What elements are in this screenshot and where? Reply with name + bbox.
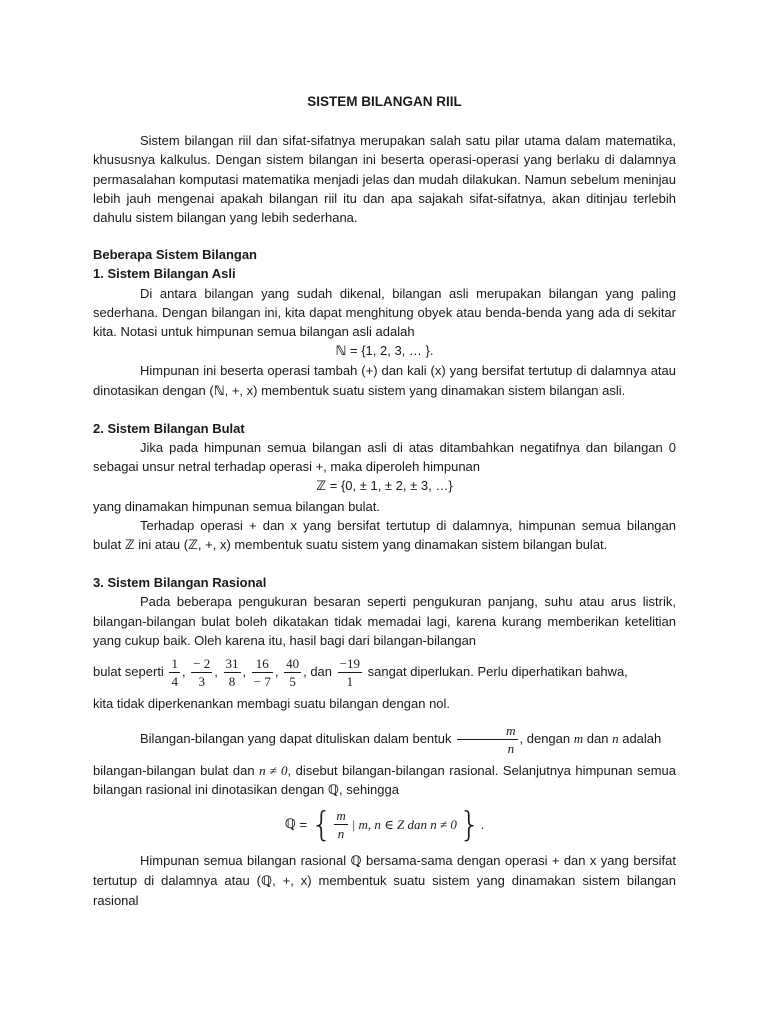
section-heading: Beberapa Sistem Bilangan (93, 247, 257, 263)
section-2-paragraph-1: Jika pada himpunan semua bilangan asli di atas ditambahkan negatifnya dan bilangan 0 sebagai unsur netral terhadap operasi +, maka diperoleh himpunan (93, 440, 676, 475)
fraction-example-last (338, 655, 362, 690)
formula-condition: | m, n ∈ Z dan n ≠ 0 (351, 817, 457, 833)
intro-paragraph: Sistem bilangan riil dan sifat-sifatnya merupakan salah satu pilar utama dalam matematika, khususnya kalkulus. Dengan sistem bilangan ini beserta operasi-operasi yang berlaku di dalamnya permasalahan komputasi matematika menjadi jelas dan mudah dilakukan. Namun sebelum meninjau lebih jauh mengenai apakah bilangan riil itu dan apa sajakah sifat-sifatnya, akan ditinjau terlebih dahulu sistem bilangan yang lebih sederhana. (93, 133, 676, 226)
section-3-paragraph-1: Pada beberapa pengukuran besaran seperti pengukuran panjang, suhu atau arus listrik, bilangan-bilangan bulat boleh dikatakan tidak memadai lagi, karena kurang memberikan ketelitian yang cukup baik. Oleh karena itu, hasil bagi dari bilangan-bilangan (93, 594, 676, 648)
m-over-n-fraction (457, 722, 517, 757)
rational-set-formula (93, 805, 676, 845)
natural-set-formula (93, 341, 676, 361)
rational-set-symbol: ℚ (284, 817, 296, 833)
section-2-p2-text-c: , +, x) membentuk suatu sistem yang dinamakan sistem bilangan bulat. (197, 537, 608, 553)
section-2-heading: 2. Sistem Bilangan Bulat (93, 420, 245, 436)
fraction-example (169, 655, 180, 690)
fraction-denominator: 1 (346, 674, 354, 690)
integer-set-formula (93, 476, 676, 496)
section-3-p2-text-d: , disebut bilangan-bilangan rasional. Selanjutnya himpunan semua bilangan rasional ini dinotasikan dengan (93, 763, 676, 798)
section-3-p3-text-b: bersama-sama dengan operasi + dan x yang bersifat tertutup di dalamnya atau ( (93, 852, 676, 888)
n-not-zero: n ≠ 0 (259, 763, 288, 779)
fraction-example (252, 655, 273, 690)
rational-symbol-inline: ℚ (327, 783, 339, 799)
section-2-paragraph-2 (93, 516, 676, 555)
section-3-paragraph-1-end: kita tidak diperkenankan membagi suatu bilangan dengan nol. (93, 696, 451, 712)
fraction-denominator: 4 (171, 674, 178, 690)
document-title: SISTEM BILANGAN RIIL (307, 94, 462, 109)
fraction-denominator: n (337, 826, 345, 842)
section-1-p2-text-b: , +, x) membentuk suatu sistem yang dinamakan sistem bilangan asli. (224, 382, 626, 398)
section-3-p3-text-c: , +, x) membentuk suatu sistem yang dinamakan sistem bilangan rasional (93, 872, 677, 909)
section-3-p3-text-a: Himpunan semua bilangan rasional (140, 852, 351, 868)
fraction-numerator: m (457, 722, 517, 740)
fraction-denominator: 5 (289, 674, 296, 690)
variable-m: m (573, 731, 584, 747)
section-3-paragraph-2-rest (93, 761, 676, 800)
section-3-p2-text-c: bilangan-bilangan bulat dan (93, 763, 255, 779)
formula-m-over-n (334, 807, 347, 842)
right-brace: } (458, 804, 481, 845)
section-3-p2-text-a: Bilangan-bilangan yang dapat dituliskan dalam bentuk (140, 731, 452, 747)
fraction-example (224, 655, 241, 690)
section-3-heading: 3. Sistem Bilangan Rasional (93, 575, 267, 591)
fraction-numerator: 1 (171, 656, 178, 672)
section-3-p2-text-b: , dengan (519, 731, 571, 747)
section-2-paragraph-1-end: yang dinamakan himpunan semua bilangan bulat. (93, 498, 380, 514)
rational-symbol-inline-2: ℚ (350, 853, 362, 869)
natural-symbol-inline: ℕ (213, 383, 225, 399)
fraction-line-end: sangat diperlukan. Perlu diperhatikan bahwa, (367, 664, 628, 680)
formula-period: . (480, 817, 485, 833)
fraction-numerator: −19 (339, 656, 360, 672)
natural-set-elements: = {1, 2, 3, … }. (346, 343, 434, 359)
fraction-line-text: bulat seperti (93, 664, 164, 680)
fraction-line-dan: dan (310, 664, 333, 680)
section-1-paragraph-1: Di antara bilangan yang sudah dikenal, bilangan asli merupakan bilangan yang paling sederhana. Dengan bilangan ini, kita dapat menghitung obyek atau benda-benda yang ada di sekitar kita. Notasi untuk himpunan semua bilangan asli adalah (93, 285, 676, 340)
fraction-numerator: 31 (225, 656, 239, 672)
variable-n: n (612, 731, 619, 747)
integer-set-symbol: ℤ (316, 479, 327, 495)
rational-symbol-inline-3: ℚ (261, 873, 273, 889)
section-3-paragraph-3 (93, 851, 676, 911)
section-3-p2-text-e: , sehingga (338, 782, 399, 798)
section-1-paragraph-2 (93, 361, 676, 400)
fraction-numerator: 16 (252, 655, 273, 673)
section-3-paragraph-2-line-1 (93, 717, 676, 761)
left-brace: { (310, 804, 333, 845)
integer-symbol-inline-2: ℤ (188, 538, 198, 554)
fraction-examples-line: bulat seperti $\frac{1}{4}$ , $\frac{- 2}{3}$ , $\frac{31}{8}$ , $\frac{16}{- 7}$ , $\frac{40}{5}$ , dan $\frac{-19}{1}$ sangat diperlukan. Perlu diperhatikan bahwa, (93, 656, 628, 690)
document-page (93, 92, 676, 910)
section-3-p2-dan: dan (586, 731, 609, 747)
section-2-p2-text-a: Terhadap operasi + dan x yang bersifat tertutup di dalamnya, himpunan semua bilangan bulat (93, 517, 676, 553)
section-1-heading: 1. Sistem Bilangan Asli (93, 266, 236, 282)
fraction-numerator: m (336, 808, 346, 824)
formula-equals: = (295, 817, 311, 833)
natural-set-symbol: ℕ (335, 344, 347, 360)
fraction-denominator: − 7 (253, 674, 271, 690)
fraction-example (284, 655, 301, 690)
section-1-p2-text-a: Himpunan ini beserta operasi tambah (+) dan kali (x) yang bersifat tertutup di dalamnya atau dinotasikan dengan ( (93, 363, 676, 398)
integer-symbol-inline: ℤ (124, 538, 135, 554)
fraction-numerator: 40 (286, 656, 300, 672)
fraction-example (191, 655, 212, 690)
integer-set-elements: = {0, ± 1, ± 2, ± 3, …} (326, 478, 453, 494)
section-3-p2-adalah: adalah (622, 731, 662, 747)
fraction-denominator: 3 (198, 674, 205, 690)
fraction-denominator: n (507, 741, 515, 757)
fraction-denominator: 8 (228, 674, 236, 690)
fraction-numerator: − 2 (193, 656, 211, 672)
section-2-p2-text-b: ini atau ( (134, 537, 189, 553)
